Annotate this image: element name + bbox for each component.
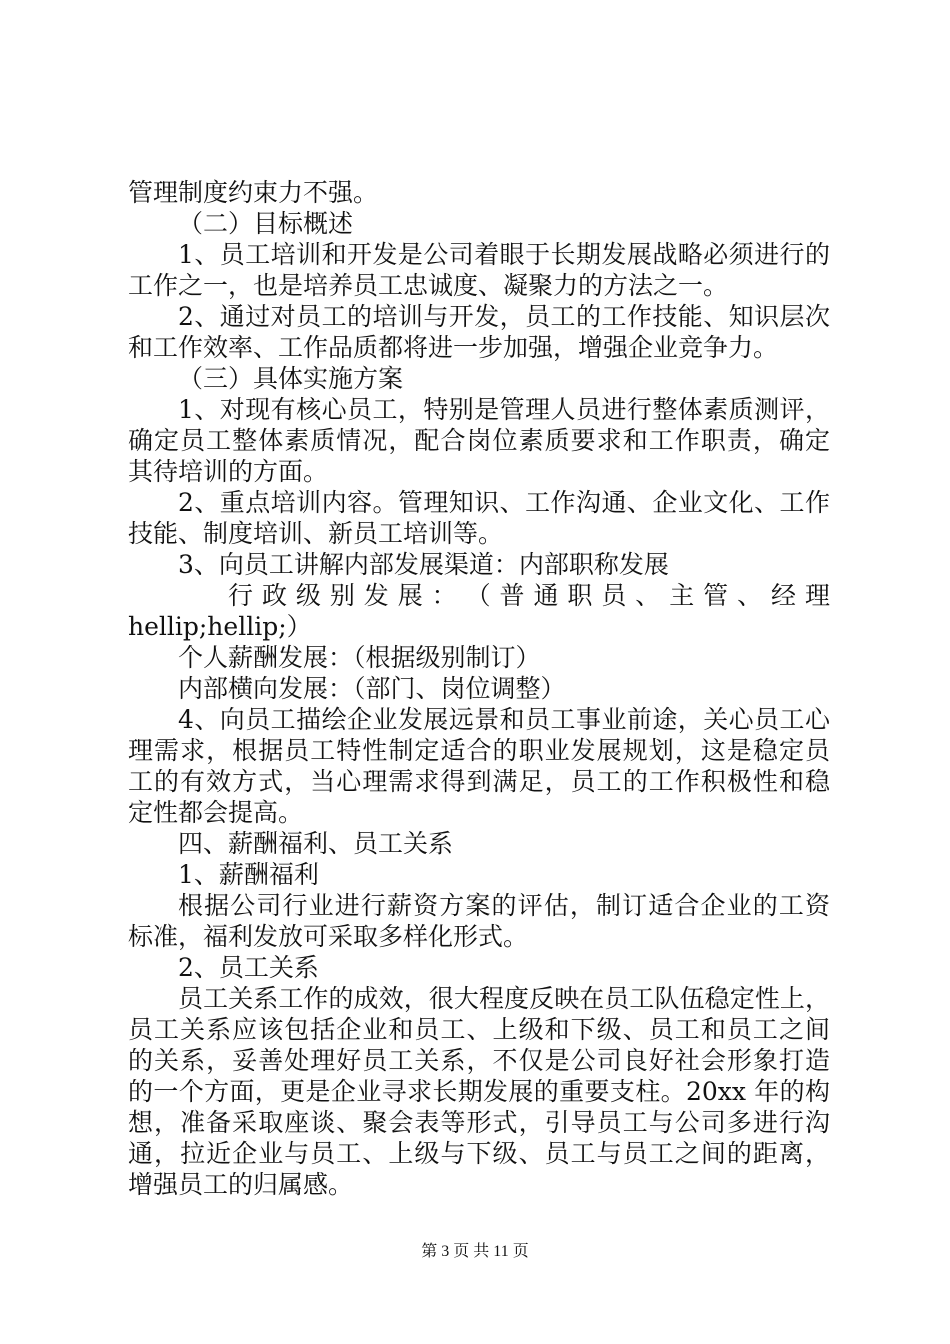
text-line: 工的有效方式，当心理需求得到满足，员工的工作积极性和稳 bbox=[128, 767, 830, 796]
text-line: 技能、制度培训、新员工培训等。 bbox=[128, 519, 504, 548]
text-line: 3、向员工讲解内部发展渠道：内部职称发展 bbox=[178, 550, 669, 579]
text-line: 个人薪酬发展：（根据级别制订） bbox=[178, 643, 541, 672]
text-line: 标准，福利发放可采取多样化形式。 bbox=[128, 922, 529, 951]
section-heading: （二）目标概述 bbox=[178, 209, 354, 238]
text-line: 管理制度约束力不强。 bbox=[128, 178, 379, 207]
section-heading: 1、薪酬福利 bbox=[178, 860, 319, 889]
text-line: 4、向员工描绘企业发展远景和员工事业前途，关心员工心 bbox=[178, 705, 830, 734]
text-line: 理需求，根据员工特性制定适合的职业发展规划，这是稳定员 bbox=[128, 736, 830, 765]
text-line: 2、通过对员工的培训与开发，员工的工作技能、知识层次 bbox=[178, 302, 830, 331]
text-line: hellip;hellip;） bbox=[128, 612, 312, 641]
section-heading: （三）具体实施方案 bbox=[178, 364, 404, 393]
text-line: 想，准备采取座谈、聚会表等形式，引导员工与公司多进行沟 bbox=[128, 1108, 830, 1137]
text-line: 1、员工培训和开发是公司着眼于长期发展战略必须进行的 bbox=[178, 240, 830, 269]
text-line: 内部横向发展：（部门、岗位调整） bbox=[178, 674, 566, 703]
text-line: 行 政 级 别 发 展 ： （ 普 通 职 员 、 主 管 、 经 理 bbox=[228, 581, 830, 610]
text-line: 员工关系应该包括企业和员工、上级和下级、员工和员工之间 bbox=[128, 1015, 830, 1044]
text-line: 增强员工的归属感。 bbox=[128, 1170, 354, 1199]
text-line: 的一个方面，更是企业寻求长期发展的重要支柱。20xx 年的构 bbox=[128, 1077, 830, 1106]
text-line: 通，拉近企业与员工、上级与下级、员工与员工之间的距离， bbox=[128, 1139, 830, 1168]
text-line: 1、对现有核心员工，特别是管理人员进行整体素质测评， bbox=[178, 395, 830, 424]
text-line: 的关系，妥善处理好员工关系，不仅是公司良好社会形象打造 bbox=[128, 1046, 830, 1075]
text-line: 工作之一，也是培养员工忠诚度、凝聚力的方法之一。 bbox=[128, 271, 729, 300]
text-line: 定性都会提高。 bbox=[128, 798, 304, 827]
text-line: 根据公司行业进行薪资方案的评估，制订适合企业的工资 bbox=[178, 891, 830, 920]
section-heading: 四、薪酬福利、员工关系 bbox=[178, 829, 454, 858]
page-number: 第 3 页 共 11 页 bbox=[421, 1243, 529, 1260]
text-line: 员工关系工作的成效，很大程度反映在员工队伍稳定性上， bbox=[178, 984, 830, 1013]
section-heading: 2、员工关系 bbox=[178, 953, 319, 982]
text-line: 确定员工整体素质情况，配合岗位素质要求和工作职责，确定 bbox=[128, 426, 830, 455]
text-line: 其待培训的方面。 bbox=[128, 457, 329, 486]
text-line: 2、重点培训内容。管理知识、工作沟通、企业文化、工作 bbox=[178, 488, 830, 517]
text-line: 和工作效率、工作品质都将进一步加强，增强企业竞争力。 bbox=[128, 333, 779, 362]
